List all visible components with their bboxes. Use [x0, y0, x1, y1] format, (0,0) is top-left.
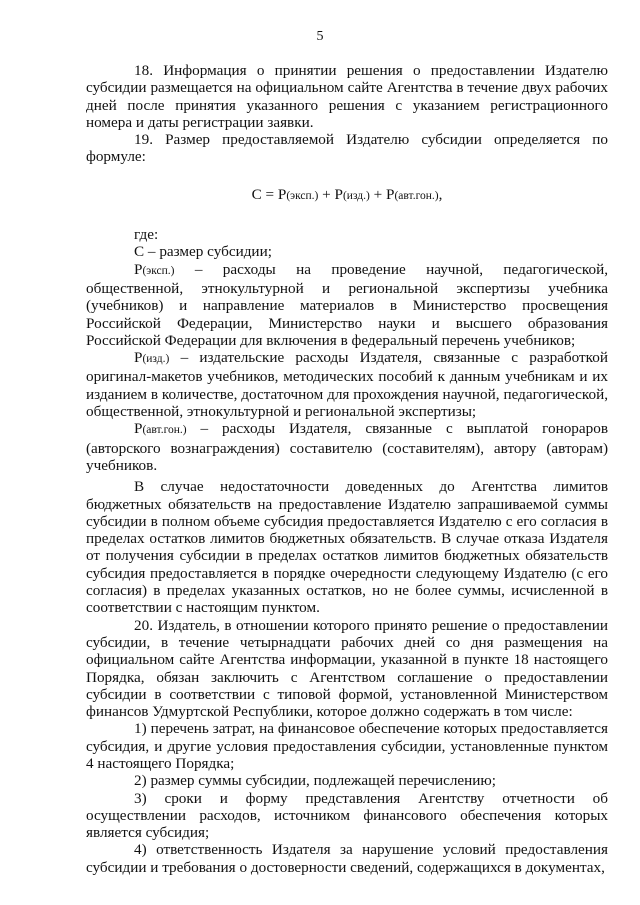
definition-p-exp: [86, 261, 608, 349]
definition-subscript: (эксп.): [142, 264, 175, 277]
formula-end: ,: [438, 185, 443, 203]
list-item-4: 4) ответственность Издателя за нарушение условий предоставления субсидии и требования о достоверности сведений, содержащихся в документах,: [86, 841, 608, 876]
definition-text: – расходы на проведение научной, педагогической, общественной, этнокультурной и региональной экспертизы учебника (учебников) и направление материалов в Министерство просвещения Российской Федерации, Министерство науки и высшего образования Российской Федерации для включения в федеральный перечень учебников;: [86, 260, 608, 349]
definition-symbol: Р: [134, 349, 143, 367]
list-item-3: 3) сроки и форму представления Агентству отчетности об осуществлении расходов, источником финансового обеспечения которых является субсидия;: [86, 789, 608, 842]
subsidy-formula: [86, 166, 608, 226]
page-number: 5: [316, 29, 324, 44]
definition-p-avt: [86, 420, 608, 474]
definition-text: – расходы Издателя, связанные с выплатой гонораров (авторского вознаграждения) составителю (составителям), автору (авторам) учебников.: [86, 420, 608, 474]
definition-p-izd: [86, 349, 608, 420]
formula-sub-izd: (изд.): [342, 189, 370, 202]
list-item-1: 1) перечень затрат, на финансовое обеспечение которых предоставляется субсидия, и другие условия предоставления субсидии, установленные пунктом 4 настоящего Порядка;: [86, 720, 608, 772]
formula-lhs: С = Р: [251, 185, 287, 203]
paragraph-20: 20. Издатель, в отношении которого принято решение о предоставлении субсидии, в течение четырнадцати рабочих дней со дня размещения на официальном сайте Агентства информации, указанной в пункте 18 настоящего Порядка, обязан заключить с Агентством соглашение о предоставлении субсидии в соответствии с типовой формой, установленной Министерством финансов Удмуртской Республики, которое должно содержать в том числе:: [86, 616, 608, 721]
formula-plus-1: + Р: [318, 185, 343, 203]
document-body: [86, 62, 608, 876]
paragraph-18: 18. Информация о принятии решения о предоставлении Издателю субсидии размещается на официальном сайте Агентства в течение двух рабочих дней после принятия указанного решения с указанием регистрационного номера и даты регистрации заявки.: [86, 62, 608, 131]
definition-symbol: Р: [134, 260, 143, 278]
where-label: где:: [134, 226, 159, 244]
list-item-2: 2) размер суммы субсидии, подлежащей перечислению;: [134, 772, 496, 790]
formula-sub-exp: (эксп.): [286, 189, 319, 202]
definition-subscript: (авт.гон.): [142, 424, 187, 437]
definition-symbol: Р: [134, 420, 143, 438]
paragraph-budget-limits: В случае недостаточности доведенных до Агентства лимитов бюджетных обязательств на предоставление Издателю запрашиваемой суммы субсидии в полном объеме субсидия предоставляется Издателю с его согласия в пределах остатков лимитов бюджетных обязательств. В случае отказа Издателя от получения субсидии в пределах остатков лимитов бюджетных обязательств субсидия предоставляется в порядке очередности следующему Издателю (с его согласия) в пределах указанных остатков, но не более суммы, исчисленной в соответствии с настоящим пунктом.: [86, 478, 608, 617]
formula-sub-avt: (авт.гон.): [394, 189, 439, 202]
paragraph-19: 19. Размер предоставляемой Издателю субсидии определяется по формуле:: [86, 131, 608, 166]
definition-c: С – размер субсидии;: [134, 243, 272, 261]
definition-text: – издательские расходы Издателя, связанные с разработкой оригинал-макетов учебников, методических пособий к данным учебникам и их изданием в количестве, достаточном для прохождения научной, педагогической, общественной, этнокультурной и региональной экспертизы;: [86, 349, 608, 421]
formula-plus-2: + Р: [369, 185, 395, 203]
definition-subscript: (изд.): [142, 353, 170, 366]
